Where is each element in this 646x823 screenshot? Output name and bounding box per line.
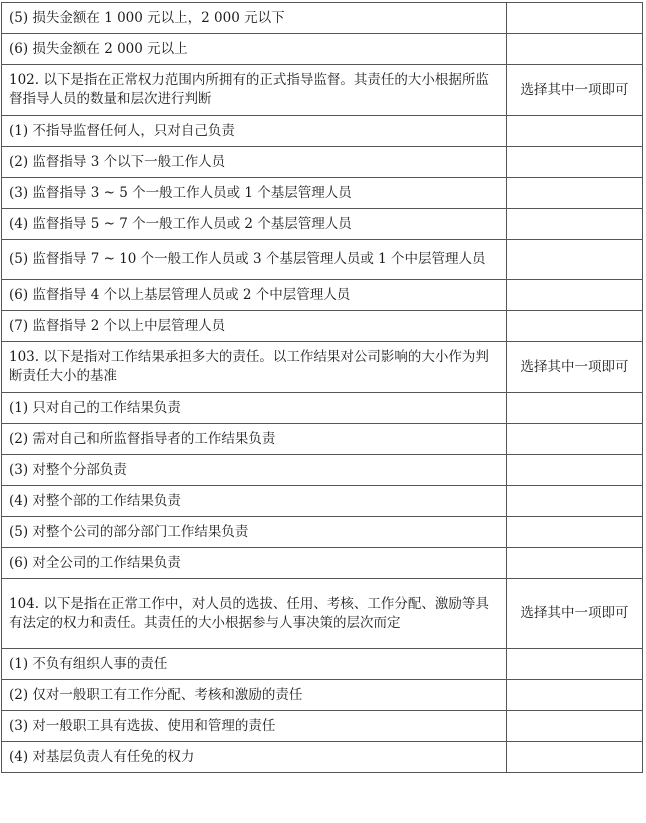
option-text: (6) 损失金额在 2 000 元以上 xyxy=(2,34,507,65)
answer-cell xyxy=(507,680,643,711)
answer-cell xyxy=(507,393,643,424)
question-row xyxy=(2,65,643,116)
question-text: 104. 以下是指在正常工作中，对人员的选拔、任用、考核、工作分配、激励等具有法定的权力和责任。其责任的大小根据参与人事决策的层次而定 xyxy=(2,579,507,649)
option-row xyxy=(2,311,643,342)
answer-cell xyxy=(507,424,643,455)
option-text: (4) 对基层负责人有任免的权力 xyxy=(2,742,507,773)
option-row xyxy=(2,680,643,711)
option-text: (5) 损失金额在 1 000 元以上，2 000 元以下 xyxy=(2,3,507,34)
option-text: (5) 对整个公司的部分部门工作结果负责 xyxy=(2,517,507,548)
option-row xyxy=(2,486,643,517)
option-text: (2) 监督指导 3 个以下一般工作人员 xyxy=(2,147,507,178)
question-text: 103. 以下是指对工作结果承担多大的责任。以工作结果对公司影响的大小作为判断责任大小的基准 xyxy=(2,342,507,393)
answer-cell xyxy=(507,34,643,65)
answer-cell xyxy=(507,3,643,34)
answer-cell xyxy=(507,486,643,517)
answer-cell xyxy=(507,711,643,742)
option-row xyxy=(2,455,643,486)
option-text: (2) 仅对一般职工有工作分配、考核和激励的责任 xyxy=(2,680,507,711)
selection-instruction: 选择其中一项即可 xyxy=(507,342,643,393)
answer-cell xyxy=(507,280,643,311)
option-text: (2) 需对自己和所监督指导者的工作结果负责 xyxy=(2,424,507,455)
option-row xyxy=(2,209,643,240)
option-text: (1) 只对自己的工作结果负责 xyxy=(2,393,507,424)
question-row xyxy=(2,579,643,649)
option-row xyxy=(2,116,643,147)
option-text: (7) 监督指导 2 个以上中层管理人员 xyxy=(2,311,507,342)
option-row xyxy=(2,34,643,65)
answer-cell xyxy=(507,455,643,486)
responsibility-questionnaire-table xyxy=(1,2,643,773)
answer-cell xyxy=(507,649,643,680)
option-text: (1) 不负有组织人事的责任 xyxy=(2,649,507,680)
option-row xyxy=(2,393,643,424)
option-row xyxy=(2,178,643,209)
selection-instruction: 选择其中一项即可 xyxy=(507,65,643,116)
option-row xyxy=(2,649,643,680)
option-text: (3) 监督指导 3 ~ 5 个一般工作人员或 1 个基层管理人员 xyxy=(2,178,507,209)
option-text: (5) 监督指导 7 ~ 10 个一般工作人员或 3 个基层管理人员或 1 个中层管理人员 xyxy=(2,240,507,280)
option-text: (4) 对整个部的工作结果负责 xyxy=(2,486,507,517)
answer-cell xyxy=(507,742,643,773)
answer-cell xyxy=(507,178,643,209)
option-text: (6) 对全公司的工作结果负责 xyxy=(2,548,507,579)
question-row xyxy=(2,342,643,393)
selection-instruction: 选择其中一项即可 xyxy=(507,579,643,649)
answer-cell xyxy=(507,209,643,240)
option-row xyxy=(2,517,643,548)
questionnaire-table-body xyxy=(2,3,643,773)
option-text: (1) 不指导监督任何人，只对自己负责 xyxy=(2,116,507,147)
option-row xyxy=(2,3,643,34)
option-text: (3) 对整个分部负责 xyxy=(2,455,507,486)
option-row xyxy=(2,548,643,579)
option-row xyxy=(2,711,643,742)
option-row xyxy=(2,147,643,178)
option-text: (4) 监督指导 5 ~ 7 个一般工作人员或 2 个基层管理人员 xyxy=(2,209,507,240)
answer-cell xyxy=(507,116,643,147)
answer-cell xyxy=(507,240,643,280)
answer-cell xyxy=(507,548,643,579)
answer-cell xyxy=(507,311,643,342)
option-text: (3) 对一般职工具有选拔、使用和管理的责任 xyxy=(2,711,507,742)
option-row xyxy=(2,240,643,280)
answer-cell xyxy=(507,517,643,548)
option-text: (6) 监督指导 4 个以上基层管理人员或 2 个中层管理人员 xyxy=(2,280,507,311)
question-text: 102. 以下是指在正常权力范围内所拥有的正式指导监督。其责任的大小根据所监督指导人员的数量和层次进行判断 xyxy=(2,65,507,116)
option-row xyxy=(2,742,643,773)
answer-cell xyxy=(507,147,643,178)
option-row xyxy=(2,424,643,455)
option-row xyxy=(2,280,643,311)
